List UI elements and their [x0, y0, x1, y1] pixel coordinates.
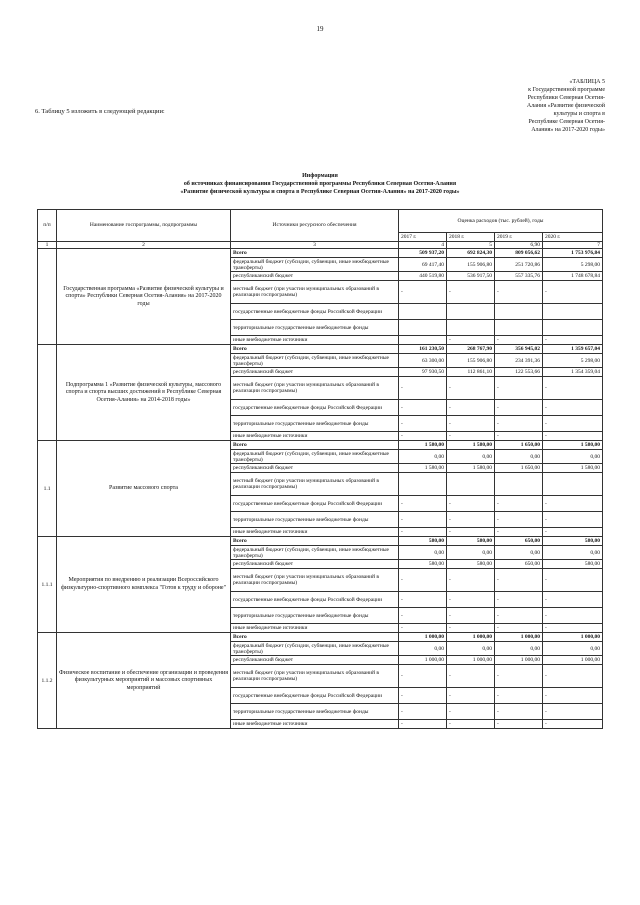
table-row — [38, 633, 603, 642]
value-cell: - — [543, 400, 603, 416]
value-cell: 155 906,80 — [447, 354, 495, 368]
value-cell: 580,00 — [543, 560, 603, 569]
source-label: территориальные государственные внебюджетные фонды — [231, 416, 399, 432]
value-cell: 268 767,90 — [447, 345, 495, 354]
source-label: иные внебюджетные источники — [231, 528, 399, 537]
value-cell: - — [447, 624, 495, 633]
value-cell: 97 930,50 — [399, 368, 447, 377]
value-cell: 650,00 — [495, 537, 543, 546]
source-label: иные внебюджетные источники — [231, 720, 399, 729]
value-cell — [399, 304, 447, 320]
header-pn: п/п — [38, 210, 57, 242]
row-number: 1.1.1 — [38, 537, 57, 633]
source-label: Всего — [231, 345, 399, 354]
table-row — [38, 345, 603, 354]
value-cell: - — [495, 720, 543, 729]
table-label-line: Республики Северная Осетия- — [527, 95, 605, 101]
value-cell: 580,00 — [399, 560, 447, 569]
value-cell: 1 580,00 — [399, 464, 447, 473]
value-cell: - — [543, 569, 603, 592]
source-label: федеральный бюджет (субсидии, субвенции, иные межбюджетные трансферты) — [231, 546, 399, 560]
value-cell: 509 937,20 — [399, 249, 447, 258]
title-line: Информация — [302, 173, 338, 179]
value-cell — [399, 473, 447, 496]
row-number: 1.1 — [38, 441, 57, 537]
value-cell: 1 753 976,84 — [543, 249, 603, 258]
source-label: государственные внебюджетные фонды Российской Федерации — [231, 496, 399, 512]
value-cell — [447, 473, 495, 496]
value-cell: - — [447, 512, 495, 528]
table-label-line: культуры и спорта в — [553, 111, 605, 117]
value-cell: 0,00 — [543, 642, 603, 656]
value-cell: - — [543, 281, 603, 304]
source-label: местный бюджет (при участии муниципальных образований в реализации госпрограммы) — [231, 665, 399, 688]
table-label-line: Республике Северная Осетия- — [528, 119, 605, 125]
value-cell: 356 945,02 — [495, 345, 543, 354]
header-index: 2 — [57, 242, 231, 249]
value-cell: - — [399, 512, 447, 528]
value-cell: 0,00 — [543, 450, 603, 464]
source-label: территориальные государственные внебюджетные фонды — [231, 320, 399, 336]
value-cell: 122 553,66 — [495, 368, 543, 377]
value-cell: 580,00 — [543, 537, 603, 546]
source-label: республиканский бюджет — [231, 368, 399, 377]
value-cell: - — [399, 416, 447, 432]
value-cell — [399, 320, 447, 336]
value-cell: - — [495, 512, 543, 528]
value-cell: 1 000,00 — [543, 656, 603, 665]
value-cell: - — [399, 377, 447, 400]
instruction-text: 6. Таблицу 5 изложить в следующей редакции: — [35, 108, 165, 115]
value-cell: 0,00 — [399, 642, 447, 656]
value-cell: - — [495, 281, 543, 304]
value-cell: 251 720,86 — [495, 258, 543, 272]
value-cell: - — [495, 665, 543, 688]
value-cell: - — [399, 569, 447, 592]
value-cell: - — [495, 624, 543, 633]
source-label: местный бюджет (при участии муниципальных образований в реализации госпрограммы) — [231, 281, 399, 304]
value-cell — [399, 336, 447, 345]
value-cell: - — [399, 704, 447, 720]
header-index: 5 — [447, 242, 495, 249]
value-cell: 234 391,36 — [495, 354, 543, 368]
title-line: об источниках финансирования Государственной программы Республики Северная Осетия-Алания — [183, 181, 457, 187]
source-label: федеральный бюджет (субсидии, субвенции, иные межбюджетные трансферты) — [231, 354, 399, 368]
table-row — [38, 249, 603, 258]
value-cell: - — [399, 281, 447, 304]
value-cell: 0,00 — [447, 450, 495, 464]
source-label: территориальные государственные внебюджетные фонды — [231, 704, 399, 720]
value-cell: 5 298,00 — [543, 258, 603, 272]
header-year: 2019 г. — [495, 233, 543, 242]
source-label: государственные внебюджетные фонды Российской Федерации — [231, 304, 399, 320]
source-label: Всего — [231, 249, 399, 258]
source-label: местный бюджет (при участии муниципальных образований в реализации госпрограммы) — [231, 569, 399, 592]
value-cell — [495, 320, 543, 336]
value-cell: - — [543, 665, 603, 688]
value-cell: 1 000,00 — [399, 656, 447, 665]
value-cell: - — [399, 528, 447, 537]
source-label: территориальные государственные внебюджетные фонды — [231, 512, 399, 528]
row-number — [38, 345, 57, 441]
header-index: 1 — [38, 242, 57, 249]
source-label: иные внебюджетные источники — [231, 624, 399, 633]
header-index: 4 — [399, 242, 447, 249]
value-cell: - — [447, 377, 495, 400]
value-cell: 1 580,00 — [543, 441, 603, 450]
value-cell: - — [495, 704, 543, 720]
value-cell: 1 748 678,84 — [543, 272, 603, 281]
table-label — [470, 78, 605, 134]
value-cell: 5 298,00 — [543, 354, 603, 368]
source-label: Всего — [231, 633, 399, 642]
value-cell: 809 056,62 — [495, 249, 543, 258]
value-cell: - — [447, 592, 495, 608]
value-cell: - — [399, 665, 447, 688]
source-label: федеральный бюджет (субсидии, субвенции, иные межбюджетные трансферты) — [231, 642, 399, 656]
value-cell: 0,00 — [447, 642, 495, 656]
value-cell: 63 300,00 — [399, 354, 447, 368]
value-cell: - — [447, 569, 495, 592]
source-label: территориальные государственные внебюджетные фонды — [231, 608, 399, 624]
value-cell: - — [447, 400, 495, 416]
value-cell: 650,00 — [495, 560, 543, 569]
source-label: государственные внебюджетные фонды Российской Федерации — [231, 688, 399, 704]
header-index: 3 — [231, 242, 399, 249]
source-label: государственные внебюджетные фонды Российской Федерации — [231, 592, 399, 608]
financing-table — [37, 209, 603, 729]
value-cell — [543, 473, 603, 496]
value-cell: - — [447, 528, 495, 537]
header-name: Наименование госпрограммы, подпрограммы — [57, 210, 231, 242]
header-index: 7 — [543, 242, 603, 249]
value-cell: - — [447, 704, 495, 720]
program-name: Подпрограмма 1 «Развитие физической культуры, массового спорта и спорта высших достижений в Республике Северная Осетия-Алания» на 2014-2018 годы» — [57, 345, 231, 441]
value-cell: 1 580,00 — [543, 464, 603, 473]
source-label: федеральный бюджет (субсидии, субвенции, иные межбюджетные трансферты) — [231, 450, 399, 464]
value-cell: - — [447, 496, 495, 512]
source-label: федеральный бюджет (субсидии, субвенции, иные межбюджетные трансферты) — [231, 258, 399, 272]
value-cell — [447, 304, 495, 320]
value-cell: - — [495, 416, 543, 432]
value-cell: - — [447, 608, 495, 624]
value-cell — [447, 320, 495, 336]
value-cell: - — [543, 592, 603, 608]
value-cell: - — [447, 416, 495, 432]
value-cell: - — [399, 608, 447, 624]
source-label: республиканский бюджет — [231, 464, 399, 473]
value-cell — [543, 320, 603, 336]
value-cell: 0,00 — [495, 642, 543, 656]
header-year: 2017 г. — [399, 233, 447, 242]
value-cell: - — [399, 592, 447, 608]
value-cell: 155 906,80 — [447, 258, 495, 272]
header-source: Источники ресурсного обеспечения — [231, 210, 399, 242]
source-label: республиканский бюджет — [231, 272, 399, 281]
value-cell: - — [543, 416, 603, 432]
source-label: иные внебюджетные источники — [231, 432, 399, 441]
value-cell: 692 824,30 — [447, 249, 495, 258]
value-cell: - — [495, 592, 543, 608]
header-estimate: Оценка расходов (тыс. рублей), годы — [399, 210, 603, 233]
program-name: Развитие массового спорта — [57, 441, 231, 537]
value-cell: - — [495, 496, 543, 512]
value-cell: 1 650,00 — [495, 441, 543, 450]
value-cell: 580,00 — [447, 537, 495, 546]
program-name: Государственная программа «Развитие физической культуры и спорта» Республики Северная Осетия-Алания» на 2017-2020 годы — [57, 249, 231, 345]
page-number: 19 — [316, 25, 324, 33]
value-cell: - — [543, 688, 603, 704]
value-cell: 1 580,00 — [447, 464, 495, 473]
value-cell: 1 000,00 — [543, 633, 603, 642]
document-title — [0, 172, 640, 196]
value-cell: 536 917,50 — [447, 272, 495, 281]
value-cell: - — [495, 569, 543, 592]
table-label-line: Алания» на 2017-2020 годы» — [531, 127, 605, 133]
value-cell: - — [543, 377, 603, 400]
table-body — [38, 249, 603, 729]
table-label-line: Алания «Развитие физической — [526, 103, 605, 109]
value-cell: 0,00 — [399, 546, 447, 560]
source-label: республиканский бюджет — [231, 656, 399, 665]
row-number: 1.1.2 — [38, 633, 57, 729]
value-cell: 1 359 657,04 — [543, 345, 603, 354]
value-cell: 1 000,00 — [399, 633, 447, 642]
program-name: Физическое воспитание и обеспечение организации и проведения физкультурных мероприятий и массовых спортивных мероприятий — [57, 633, 231, 729]
source-label: Всего — [231, 537, 399, 546]
value-cell: - — [399, 432, 447, 441]
header-index: 6,90 — [495, 242, 543, 249]
value-cell: - — [495, 528, 543, 537]
header-year: 2020 г. — [543, 233, 603, 242]
program-name: Мероприятия по внедрению и реализации Всероссийского физкультурно-спортивного комплекса "Готов к труду и обороне" — [57, 537, 231, 633]
value-cell: 1 354 359,04 — [543, 368, 603, 377]
value-cell: 0,00 — [447, 546, 495, 560]
source-label: государственные внебюджетные фонды Российской Федерации — [231, 400, 399, 416]
value-cell: 161 230,50 — [399, 345, 447, 354]
value-cell: 112 861,10 — [447, 368, 495, 377]
value-cell: - — [495, 608, 543, 624]
title-line: «Развитие физической культуры и спорта в Республике Северная Осетия-Алания» на 2017-2020 годы» — [180, 189, 460, 195]
source-label: иные внебюджетные источники — [231, 336, 399, 345]
source-label: Всего — [231, 441, 399, 450]
value-cell: 1 580,00 — [447, 441, 495, 450]
value-cell: - — [447, 688, 495, 704]
source-label: республиканский бюджет — [231, 560, 399, 569]
value-cell: - — [399, 496, 447, 512]
value-cell: 440 519,80 — [399, 272, 447, 281]
value-cell: - — [447, 432, 495, 441]
value-cell: - — [447, 336, 495, 345]
value-cell: 0,00 — [543, 546, 603, 560]
value-cell: 1 650,00 — [495, 464, 543, 473]
value-cell: - — [399, 624, 447, 633]
source-label: местный бюджет (при участии муниципальных образований в реализации госпрограммы) — [231, 377, 399, 400]
row-number — [38, 249, 57, 345]
value-cell: 1 000,00 — [447, 633, 495, 642]
table-label-line: «ТАБЛИЦА 5 — [569, 79, 605, 85]
value-cell: - — [495, 400, 543, 416]
value-cell: - — [543, 496, 603, 512]
value-cell: - — [447, 720, 495, 729]
value-cell: - — [543, 704, 603, 720]
header-year: 2018 г. — [447, 233, 495, 242]
value-cell: 580,00 — [447, 560, 495, 569]
value-cell: 0,00 — [399, 450, 447, 464]
value-cell: - — [495, 377, 543, 400]
value-cell: - — [399, 720, 447, 729]
value-cell — [543, 304, 603, 320]
value-cell: - — [399, 400, 447, 416]
value-cell — [495, 473, 543, 496]
value-cell: - — [399, 688, 447, 704]
source-label: местный бюджет (при участии муниципальных образований в реализации госпрограммы) — [231, 473, 399, 496]
value-cell: 69 417,40 — [399, 258, 447, 272]
value-cell: - — [447, 665, 495, 688]
table-label-line: к Государственной программе — [528, 87, 605, 93]
value-cell: - — [495, 432, 543, 441]
value-cell — [495, 304, 543, 320]
value-cell: - — [543, 512, 603, 528]
value-cell: - — [447, 281, 495, 304]
value-cell: - — [543, 624, 603, 633]
value-cell: - — [543, 720, 603, 729]
value-cell: - — [543, 432, 603, 441]
value-cell: - — [495, 336, 543, 345]
value-cell: 1 000,00 — [495, 656, 543, 665]
table-row — [38, 441, 603, 450]
value-cell: - — [543, 336, 603, 345]
value-cell: - — [543, 528, 603, 537]
value-cell: 1 580,00 — [399, 441, 447, 450]
value-cell: 1 000,00 — [447, 656, 495, 665]
table-row — [38, 537, 603, 546]
value-cell: 557 335,76 — [495, 272, 543, 281]
value-cell: 580,00 — [399, 537, 447, 546]
value-cell: - — [543, 608, 603, 624]
value-cell: 0,00 — [495, 546, 543, 560]
value-cell: - — [495, 688, 543, 704]
value-cell: 1 000,00 — [495, 633, 543, 642]
value-cell: 0,00 — [495, 450, 543, 464]
